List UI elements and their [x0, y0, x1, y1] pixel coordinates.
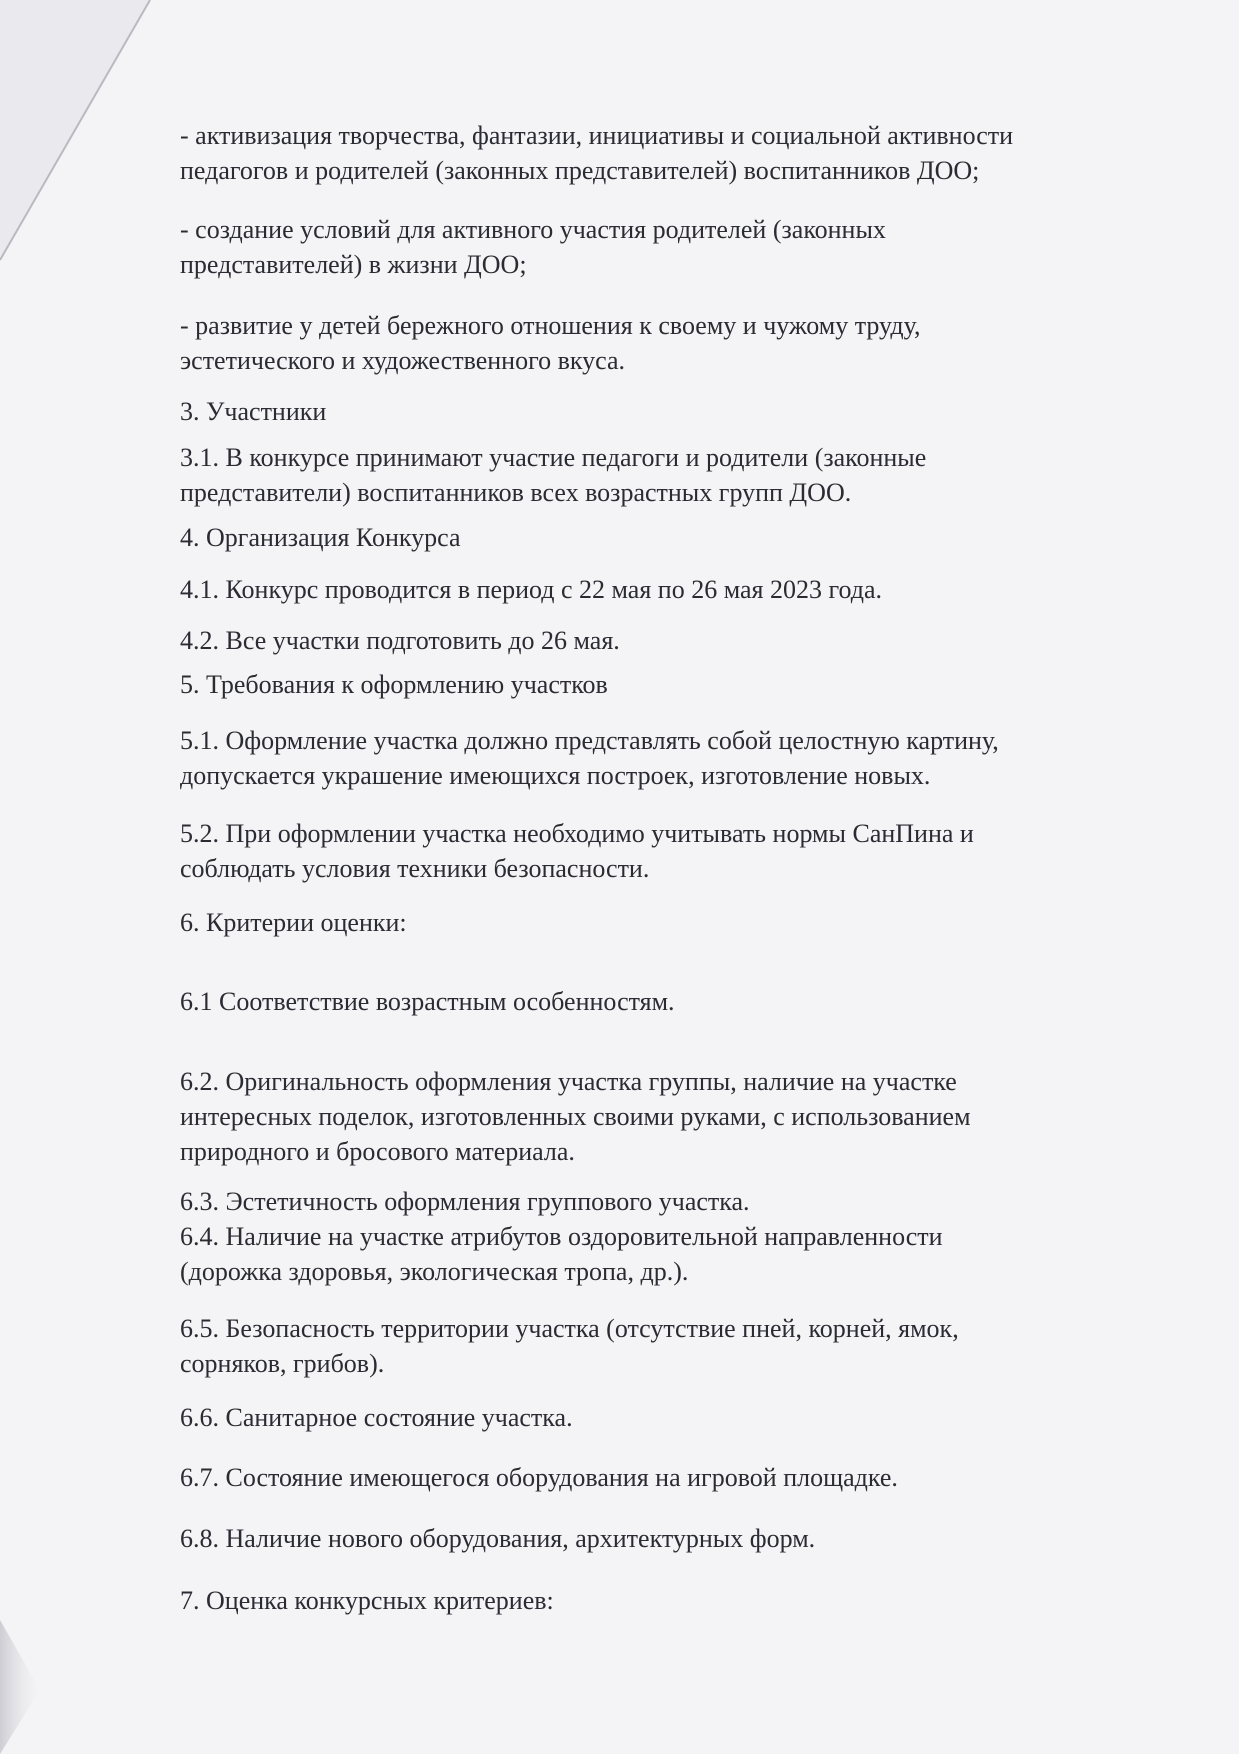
text-line: 6.3. Эстетичность оформления группового участка. — [180, 1187, 750, 1216]
section-4-heading — [180, 520, 1180, 555]
item-6-5-paragraph — [180, 1311, 1180, 1381]
text-line: 3.1. В конкурсе принимают участие педагоги и родители (законные — [180, 443, 927, 472]
text-line: 6.1 Соответствие возрастным особенностям. — [180, 987, 675, 1016]
item-6-1-paragraph — [180, 984, 1180, 1019]
heading-line: 5. Требования к оформлению участков — [180, 670, 608, 699]
text-line: 5.2. При оформлении участка необходимо учитывать нормы СанПина и — [180, 819, 974, 848]
item-5-2-paragraph — [180, 816, 1180, 886]
heading-line: 6. Критерии оценки: — [180, 908, 407, 937]
section-7-heading — [180, 1583, 1180, 1618]
text-line: - активизация творчества, фантазии, инициативы и социальной активности — [180, 121, 1014, 150]
section-6-heading — [180, 905, 1180, 940]
heading-line: 4. Организация Конкурса — [180, 523, 461, 552]
text-line: 6.7. Состояние имеющегося оборудования на игровой площадке. — [180, 1463, 898, 1492]
text-line: представители) воспитанников всех возрастных групп ДОО. — [180, 478, 852, 507]
text-line: 6.5. Безопасность территории участка (отсутствие пней, корней, ямок, — [180, 1314, 959, 1343]
goal-conditions-paragraph — [180, 212, 1180, 282]
text-line: 6.6. Санитарное состояние участка. — [180, 1403, 573, 1432]
goal-activation-paragraph — [180, 118, 1180, 188]
text-line: 6.4. Наличие на участке атрибутов оздоровительной направленности — [180, 1222, 943, 1251]
text-line: допускается украшение имеющихся построек, изготовление новых. — [180, 761, 931, 790]
text-line: соблюдать условия техники безопасности. — [180, 854, 650, 883]
text-line: сорняков, грибов). — [180, 1349, 385, 1378]
item-3-1-paragraph — [180, 440, 1180, 510]
item-4-1-paragraph — [180, 572, 1180, 607]
text-line: 5.1. Оформление участка должно представлять собой целостную картину, — [180, 726, 999, 755]
section-3-heading — [180, 394, 1180, 429]
goal-children-paragraph — [180, 308, 1180, 378]
text-line: 4.1. Конкурс проводится в период с 22 мая по 26 мая 2023 года. — [180, 575, 883, 604]
text-line: интересных поделок, изготовленных своими руками, с использованием — [180, 1102, 971, 1131]
text-line: 4.2. Все участки подготовить до 26 мая. — [180, 626, 620, 655]
text-line: педагогов и родителей (законных представителей) воспитанников ДОО; — [180, 156, 980, 185]
item-6-3-6-4-paragraph — [180, 1184, 1180, 1289]
item-6-8-paragraph — [180, 1521, 1180, 1556]
text-line: природного и бросового материала. — [180, 1137, 575, 1166]
heading-line: 3. Участники — [180, 397, 327, 426]
heading-line: 7. Оценка конкурсных критериев: — [180, 1586, 554, 1615]
text-line: 6.2. Оригинальность оформления участка группы, наличие на участке — [180, 1067, 957, 1096]
item-6-6-paragraph — [180, 1400, 1180, 1435]
text-line: (дорожка здоровья, экологическая тропа, др.). — [180, 1257, 689, 1286]
item-6-7-paragraph — [180, 1460, 1180, 1495]
text-line: представителей) в жизни ДОО; — [180, 250, 527, 279]
text-line: - развитие у детей бережного отношения к своему и чужому труду, — [180, 311, 921, 340]
text-line: - создание условий для активного участия родителей (законных — [180, 215, 886, 244]
item-4-2-paragraph — [180, 623, 1180, 658]
item-6-2-paragraph — [180, 1064, 1180, 1169]
text-line: эстетического и художественного вкуса. — [180, 346, 626, 375]
item-5-1-paragraph — [180, 723, 1180, 793]
text-line: 6.8. Наличие нового оборудования, архитектурных форм. — [180, 1524, 816, 1553]
section-5-heading — [180, 667, 1180, 702]
